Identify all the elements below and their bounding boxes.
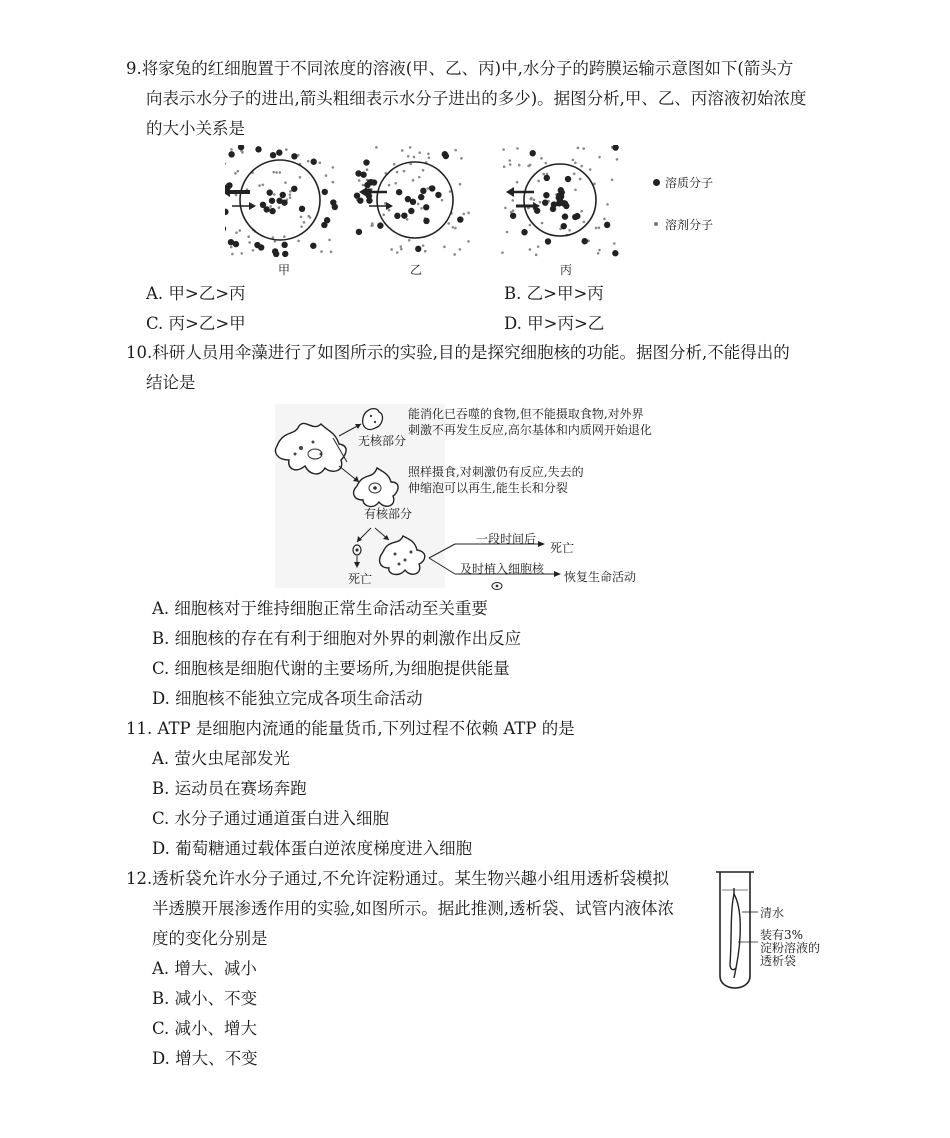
q9-stem-line-1: 9.将家兔的红细胞置于不同浓度的溶液(甲、乙、丙)中,水分子的跨膜运输示意图如下(箭头方: [126, 59, 794, 78]
q10-option-c: C. 细胞核是细胞代谢的主要场所,为细胞提供能量: [152, 659, 510, 678]
q12-stem-line-3: 度的变化分别是: [152, 929, 268, 948]
q12-number: 12.: [126, 869, 153, 888]
q12-stem-line-1: 12.透析袋允许水分子通过,不允许淀粉通过。某生物兴趣小组用透析袋模拟: [126, 869, 669, 888]
q10-option-a: A. 细胞核对于维持细胞正常生命活动至关重要: [152, 599, 488, 618]
q10-has-nucleus-label: 有核部分: [364, 507, 413, 521]
q10-no-nucleus-desc-1: 能消化已吞噬的食物,但不能摄取食物,对外界: [408, 407, 644, 421]
q10-number: 10.: [126, 343, 153, 362]
q9-option-a: A. 甲>乙>丙: [146, 284, 246, 303]
q12-option-d: D. 增大、不变: [152, 1049, 258, 1068]
q10-nucleus-desc-2: 伸缩泡可以再生,能生长和分裂: [408, 481, 568, 495]
q9-label-bing: 丙: [560, 263, 573, 277]
q11-option-d: D. 葡萄糖通过载体蛋白逆浓度梯度进入细胞: [152, 839, 473, 858]
q9-option-d: D. 甲>丙>乙: [504, 314, 605, 333]
q9-option-b: B. 乙>甲>丙: [504, 284, 604, 303]
q10-option-b: B. 细胞核的存在有利于细胞对外界的刺激作出反应: [152, 629, 522, 648]
arrow-out-icon: [359, 187, 367, 197]
q9-stem-line-3: 的大小关系是: [146, 119, 245, 138]
q10-implant-label: 及时植入细胞核: [460, 562, 545, 576]
q11-stem-line-1: 11. ATP 是细胞内流通的能量货币,下列过程不依赖 ATP 的是: [126, 719, 575, 738]
q10-nucleus-desc-1: 照样摄食,对刺激仍有反应,失去的: [408, 465, 584, 479]
q11-option-c: C. 水分子通过通道蛋白进入细胞: [152, 809, 390, 828]
arrow-in-icon: [386, 202, 393, 210]
q10-stem-line-1: 10.科研人员用伞藻进行了如图所示的实验,目的是探究细胞核的功能。据图分析,不能得出的: [126, 343, 790, 362]
q12-bag-label-3: 透析袋: [760, 954, 797, 968]
arrow-out-icon: [506, 187, 514, 197]
legend-solvent-icon: [654, 222, 658, 226]
q10-no-nucleus-desc-2: 刺激不再发生反应,高尔基体和内质网开始退化: [408, 423, 652, 437]
q9-legend-solvent: 溶剂分子: [665, 218, 714, 232]
q12-option-a: A. 增大、减小: [152, 959, 257, 978]
q11-number: 11.: [126, 719, 153, 738]
q12-water-label: 清水: [760, 906, 785, 920]
q10-death-label-1: 死亡: [550, 541, 575, 555]
legend-solute-icon: [653, 179, 660, 186]
dialysis-bag-icon: [730, 894, 740, 970]
q9-stem-line-2: 向表示水分子的进出,箭头粗细表示水分子进出的多少)。据图分析,甲、乙、丙溶液初始浓度: [146, 89, 807, 108]
q9-legend-solute: 溶质分子: [665, 176, 714, 190]
q9-option-c: C. 丙>乙>甲: [146, 314, 246, 333]
arrow-in-icon: [249, 202, 256, 210]
q12-option-c: C. 减小、增大: [152, 1019, 258, 1038]
q9-label-jia: 甲: [278, 263, 291, 277]
q12-bag-label-2: 淀粉溶液的: [760, 941, 821, 955]
q9-label-yi: 乙: [410, 263, 423, 277]
q9-osmosis-figure: [225, 145, 725, 275]
q12-stem-line-2: 半透膜开展渗透作用的实验,如图所示。据此推测,透析袋、试管内液体浓: [152, 899, 674, 918]
q11-option-b: B. 运动员在赛场奔跑: [152, 779, 307, 798]
q10-option-d: D. 细胞核不能独立完成各项生命活动: [152, 689, 423, 708]
q9-number: 9.: [126, 59, 142, 78]
q10-recover-label: 恢复生命活动: [564, 570, 637, 584]
q10-stem-line-2: 结论是: [146, 373, 196, 392]
q11-option-a: A. 萤火虫尾部发光: [152, 749, 290, 768]
q10-after-time-label: 一段时间后: [476, 532, 537, 546]
q12-bag-label-1: 装有3%: [760, 928, 804, 942]
amoeba-no-nucleus-icon: [363, 409, 383, 430]
q10-no-nucleus-label: 无核部分: [358, 434, 407, 448]
q10-death-label-2: 死亡: [348, 572, 373, 586]
q12-option-b: B. 减小、不变: [152, 989, 258, 1008]
